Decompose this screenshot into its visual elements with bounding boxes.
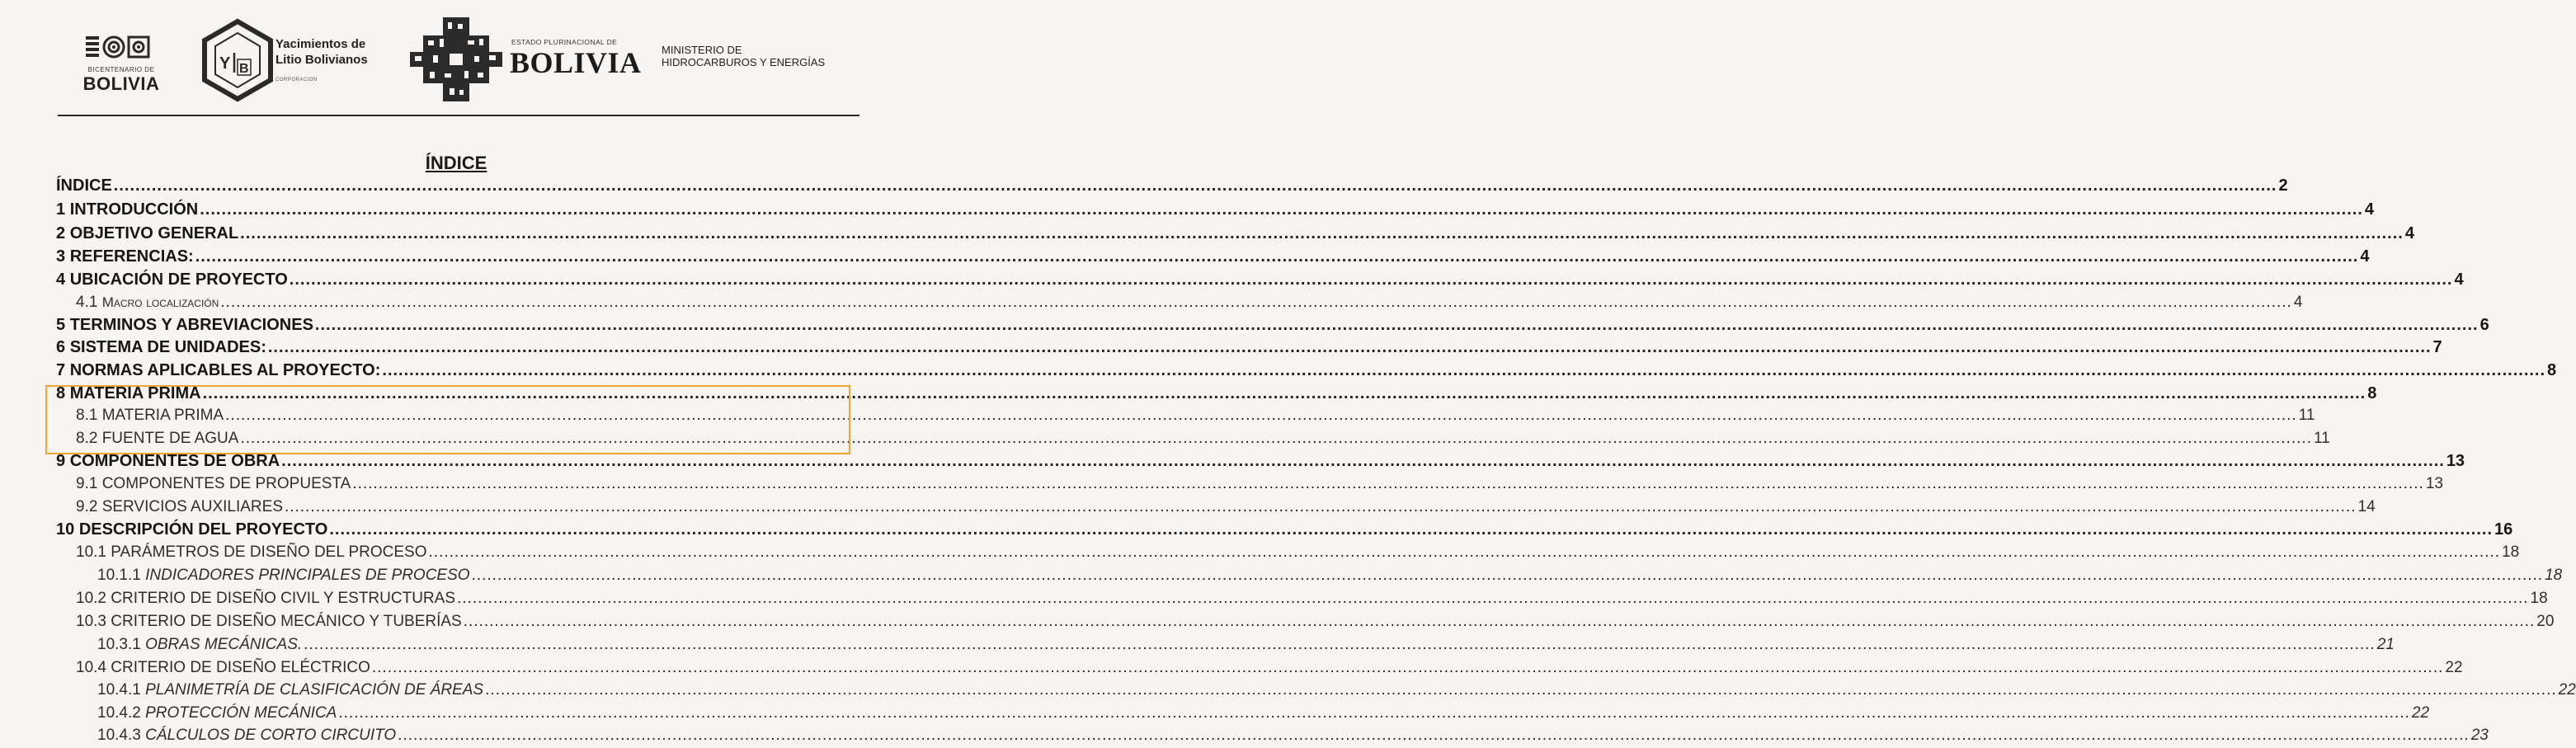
toc-entry-label <box>56 316 313 335</box>
toc-entry-number: 8.2 <box>76 430 98 447</box>
toc-leader-dots: ................................................................................................................................................................................................................................................................................................................................................................................................................ <box>200 200 2363 219</box>
toc-entry-text: OBJETIVO GENERAL <box>69 224 239 242</box>
toc-leader-dots: ................................................................................................................................................................................................................................................................................................................................................................................................................ <box>240 430 2312 447</box>
ministerio-line1: MINISTERIO DE <box>662 44 742 56</box>
toc-leader-dots: ................................................................................................................................................................................................................................................................................................................................................................................................................ <box>225 407 2297 424</box>
toc-leader-dots: ................................................................................................................................................................................................................................................................................................................................................................................................................ <box>220 294 2292 311</box>
toc-entry-text: CRITERIO DE DISEÑO MECÁNICO Y TUBERÍAS <box>111 613 462 630</box>
toc-leader-dots: ................................................................................................................................................................................................................................................................................................................................................................................................................ <box>471 567 2544 584</box>
toc-entry[interactable] <box>76 613 2555 631</box>
toc-leader-dots: ................................................................................................................................................................................................................................................................................................................................................................................................................ <box>352 475 2424 492</box>
toc-page-number: 16 <box>2494 520 2513 539</box>
toc-entry-number: 10.3.1 <box>97 636 141 653</box>
toc-entry-text: CRITERIO DE DISEÑO ELÉCTRICO <box>111 659 370 676</box>
svg-text:Y: Y <box>219 54 231 73</box>
toc-entry[interactable] <box>56 200 2375 219</box>
toc-entry-label <box>56 200 198 219</box>
estado-big-text: BOLIVIA <box>510 46 642 79</box>
toc-page-number: 14 <box>2357 498 2376 515</box>
toc-entry-text: SERVICIOS AUXILIARES <box>101 498 283 515</box>
highlight-box <box>45 385 850 454</box>
toc-entry[interactable] <box>56 176 2288 195</box>
toc-entry-text: INTRODUCCIÓN <box>69 200 199 219</box>
toc-entry-label <box>97 636 302 654</box>
toc-entry[interactable] <box>56 520 2513 539</box>
toc-page-number: 18 <box>2545 567 2563 584</box>
toc-entry[interactable] <box>56 338 2442 357</box>
toc-entry-number: 9.1 <box>76 475 98 492</box>
toc-entry-number: 10 <box>56 520 75 539</box>
toc-leader-dots: ................................................................................................................................................................................................................................................................................................................................................................................................................ <box>338 704 2410 722</box>
toc-title: ÍNDICE <box>425 153 487 173</box>
toc-entry-text: CÁLCULOS DE CORTO CIRCUITO <box>145 727 397 744</box>
toc-leader-dots: ................................................................................................................................................................................................................................................................................................................................................................................................................ <box>285 498 2357 515</box>
toc-entry[interactable] <box>76 590 2548 608</box>
toc-leader-dots: ................................................................................................................................................................................................................................................................................................................................................................................................................ <box>267 338 2432 356</box>
toc-entry-text: TERMINOS Y ABREVIACIONES <box>69 316 313 334</box>
toc-entry-number: 5 <box>56 316 66 334</box>
ylb-name-line2: Litio Bolivianos <box>275 53 368 67</box>
toc-entry-label <box>76 543 427 562</box>
toc-entry-number: 8 <box>56 384 66 402</box>
toc-entry-number: 4.1 <box>76 294 98 311</box>
toc-entry[interactable] <box>76 498 2376 516</box>
toc-entry-number: 7 <box>56 361 66 379</box>
toc-page-number: 20 <box>2536 613 2555 630</box>
toc-entry-text: REFERENCIAS: <box>69 247 194 266</box>
toc-entry[interactable] <box>56 452 2465 471</box>
toc-entry-number: 9.2 <box>76 498 98 515</box>
toc-entry-number: 2 <box>56 224 66 242</box>
toc-leader-dots: ................................................................................................................................................................................................................................................................................................................................................................................................................ <box>202 384 2366 402</box>
svg-text:B: B <box>239 62 249 76</box>
toc-entry-number: 6 <box>56 338 66 356</box>
toc-entry[interactable] <box>97 681 2576 699</box>
toc-page-number: 22 <box>2558 681 2576 699</box>
toc-entry-label <box>56 452 280 471</box>
toc-entry-number: 10.2 <box>76 590 106 607</box>
toc-leader-dots: ................................................................................................................................................................................................................................................................................................................................................................................................................ <box>398 727 2470 744</box>
toc-page-number: 11 <box>2313 430 2330 447</box>
toc-entry-text: COMPONENTES DE OBRA <box>69 452 280 470</box>
toc-entry-text: PROTECCIÓN MECÁNICA <box>145 704 337 722</box>
toc-page-number: 21 <box>2376 636 2395 653</box>
toc-entry-label <box>76 659 370 677</box>
toc-page-number: 2 <box>2278 176 2288 195</box>
toc-entry[interactable] <box>76 543 2520 562</box>
toc-page-number: 4 <box>2404 224 2414 242</box>
toc-entry-label <box>76 590 455 608</box>
toc-entry-text: SISTEMA DE UNIDADES: <box>69 338 266 356</box>
toc-page-number: 13 <box>2446 452 2465 470</box>
toc-entry-text: INDICADORES PRINCIPALES DE PROCESO <box>145 567 470 584</box>
toc-entry-number: 8.1 <box>76 407 98 424</box>
toc-leader-dots: ................................................................................................................................................................................................................................................................................................................................................................................................................ <box>195 247 2359 266</box>
toc-entry-number: 10.4.1 <box>97 681 141 699</box>
toc-leader-dots: ................................................................................................................................................................................................................................................................................................................................................................................................................ <box>485 681 2557 699</box>
toc-entry-label <box>97 567 470 585</box>
toc-entry-text: COMPONENTES DE PROPUESTA <box>101 475 351 492</box>
ylb-name-line1: Yacimientos de <box>275 37 366 51</box>
toc-entry-label <box>97 704 337 722</box>
toc-entry[interactable] <box>97 704 2430 722</box>
toc-entry-text: FUENTE DE AGUA <box>101 430 239 447</box>
toc-entry-label <box>76 498 283 516</box>
toc-leader-dots: ................................................................................................................................................................................................................................................................................................................................................................................................................ <box>329 520 2494 539</box>
toc-entry-text: Macro localización <box>101 294 219 310</box>
toc-entry[interactable] <box>56 247 2370 266</box>
toc-entry-label <box>76 475 351 493</box>
toc-entry-text: ÍNDICE <box>56 176 112 195</box>
toc-entry-text: OBRAS MECÁNICAS. <box>145 636 303 653</box>
toc-leader-dots: ................................................................................................................................................................................................................................................................................................................................................................................................................ <box>289 271 2453 289</box>
toc-entry[interactable] <box>56 271 2464 289</box>
toc-entry-number: 9 <box>56 452 66 470</box>
toc-page-number: 11 <box>2298 407 2315 424</box>
toc-entry-label <box>56 247 194 266</box>
bicentenario-small-text: BICENTENARIO DE <box>87 66 155 73</box>
toc-leader-dots: ................................................................................................................................................................................................................................................................................................................................................................................................................ <box>281 452 2445 470</box>
toc-page-number: 22 <box>2445 659 2463 676</box>
toc-entry-label <box>56 361 380 380</box>
toc-page-number: 13 <box>2425 475 2443 492</box>
ministerio-line2: HIDROCARBUROS Y ENERGÍAS <box>662 56 826 68</box>
toc-entry-label <box>56 338 266 357</box>
toc-entry[interactable] <box>56 316 2489 335</box>
toc-entry-text: NORMAS APLICABLES AL PROYECTO: <box>69 361 381 379</box>
toc-entry[interactable] <box>76 475 2443 493</box>
toc-entry-label <box>97 727 396 745</box>
toc-entry-text: PARÁMETROS DE DISEÑO DEL PROCESO <box>111 543 427 561</box>
toc-page-number: 4 <box>2360 247 2370 266</box>
toc-entry[interactable] <box>76 294 2303 312</box>
estado-small-text: ESTADO PLURINACIONAL DE <box>511 38 618 46</box>
toc-entry-number: 10.1 <box>76 543 106 561</box>
toc-entry-label <box>76 613 462 631</box>
toc-page-number: 7 <box>2432 338 2442 356</box>
toc-entry-label <box>97 681 483 699</box>
toc-entry-text: DESCRIPCIÓN DEL PROYECTO <box>78 520 328 539</box>
toc-entry-text: MATERIA PRIMA <box>101 407 224 424</box>
toc-entry[interactable] <box>56 224 2414 243</box>
toc-entry-number: 4 <box>56 271 66 289</box>
toc-page-number: 18 <box>2502 543 2520 561</box>
toc-entry-text: PLANIMETRÍA DE CLASIFICACIÓN DE ÁREAS <box>145 681 484 699</box>
toc-leader-dots: ................................................................................................................................................................................................................................................................................................................................................................................................................ <box>240 224 2404 242</box>
toc-entry-number: 10.4.2 <box>97 704 141 722</box>
bicentenario-big-text: BOLIVIA <box>82 73 160 94</box>
toc-entry-label <box>56 176 112 195</box>
toc-page-number: 8 <box>2547 361 2557 379</box>
toc-entry-number: 3 <box>56 247 66 266</box>
toc-page-number: 23 <box>2470 727 2489 744</box>
toc-entry[interactable] <box>97 727 2489 745</box>
toc-page-number: 18 <box>2530 590 2548 607</box>
toc-leader-dots: ................................................................................................................................................................................................................................................................................................................................................................................................................ <box>314 316 2479 334</box>
toc-entry[interactable] <box>97 636 2395 654</box>
toc-page-number: 22 <box>2411 704 2430 722</box>
toc-page-number: 6 <box>2479 316 2489 334</box>
toc-entry[interactable] <box>56 361 2557 380</box>
toc-entry-label <box>56 520 327 539</box>
toc-entry-number: 10.4.3 <box>97 727 141 744</box>
toc-entry[interactable] <box>76 659 2463 677</box>
toc-leader-dots: ................................................................................................................................................................................................................................................................................................................................................................................................................ <box>463 613 2536 630</box>
toc-page-number: 4 <box>2293 294 2303 311</box>
toc-entry-text: UBICACIÓN DE PROYECTO <box>69 271 288 289</box>
toc-entry-number: 1 <box>56 200 66 219</box>
toc-entry-number: 10.3 <box>76 613 106 630</box>
toc-entry-number: 10.1.1 <box>97 567 141 584</box>
toc-entry-text: CRITERIO DE DISEÑO CIVIL Y ESTRUCTURAS <box>111 590 455 607</box>
toc-entry-label <box>56 224 238 243</box>
ylb-subtitle: CORPORACION <box>275 78 318 82</box>
toc-leader-dots: ................................................................................................................................................................................................................................................................................................................................................................................................................ <box>457 590 2529 607</box>
toc-entry-label <box>76 294 219 312</box>
toc-leader-dots: ................................................................................................................................................................................................................................................................................................................................................................................................................ <box>113 176 2277 195</box>
toc-entry-text: MATERIA PRIMA <box>69 384 201 402</box>
toc-leader-dots: ................................................................................................................................................................................................................................................................................................................................................................................................................ <box>382 361 2546 379</box>
toc-entry[interactable] <box>97 567 2563 585</box>
toc-leader-dots: ................................................................................................................................................................................................................................................................................................................................................................................................................ <box>304 636 2376 653</box>
toc-leader-dots: ................................................................................................................................................................................................................................................................................................................................................................................................................ <box>371 659 2444 676</box>
toc-page-number: 8 <box>2367 384 2377 402</box>
toc-entry-label <box>56 271 288 289</box>
toc-page-number: 4 <box>2454 271 2464 289</box>
toc-entry-number: 10.4 <box>76 659 106 676</box>
toc-page-number: 4 <box>2364 200 2375 219</box>
toc-leader-dots: ................................................................................................................................................................................................................................................................................................................................................................................................................ <box>428 543 2501 561</box>
